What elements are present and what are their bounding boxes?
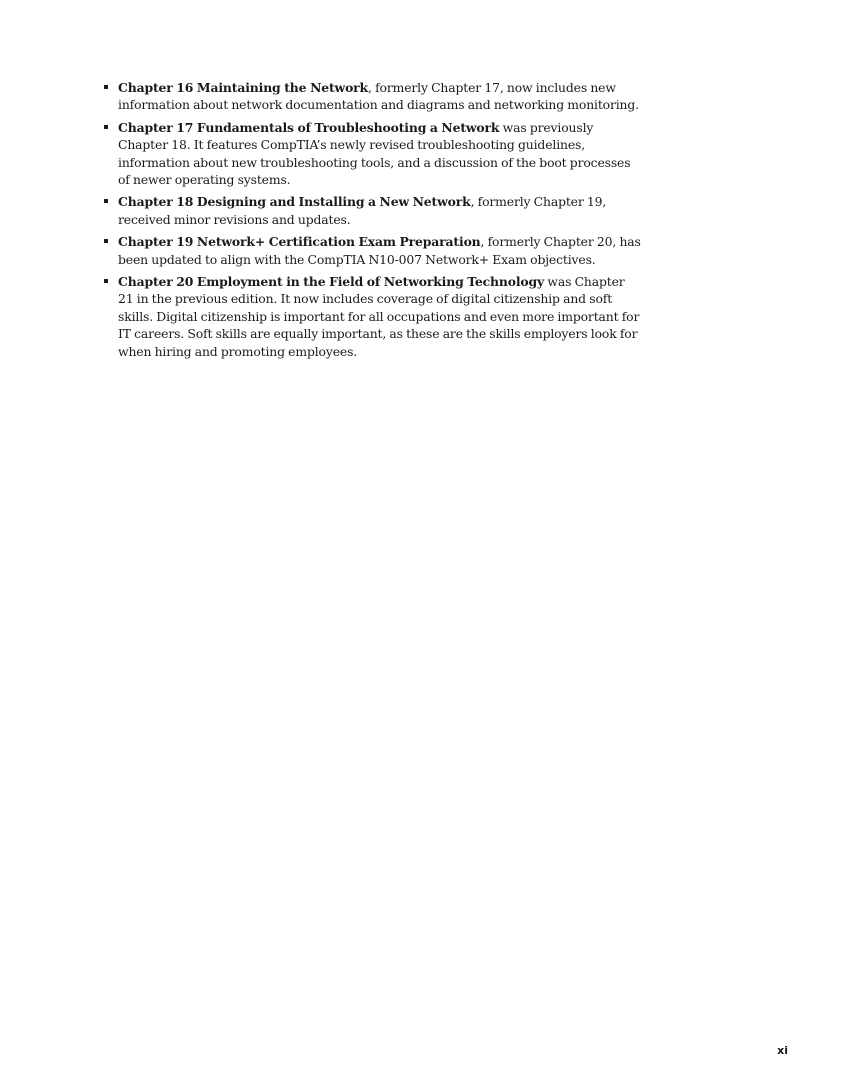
square-bullet-icon xyxy=(104,239,108,243)
square-bullet-icon xyxy=(104,125,108,129)
list-item xyxy=(101,119,641,189)
chapter-title: Chapter 16 Maintaining the Network xyxy=(118,80,368,95)
list-item xyxy=(101,193,641,228)
list-item xyxy=(101,273,641,360)
item-description: , formerly Chapter 19, received minor revisions and updates. xyxy=(118,194,607,227)
item-description: , formerly Chapter 17, now includes new information about network documentation and diagrams and networking monitoring. xyxy=(118,80,639,113)
item-description: , formerly Chapter 20, has been updated to align with the CompTIA N10-007 Network+ Exam objectives. xyxy=(118,234,641,267)
square-bullet-icon xyxy=(104,85,108,89)
square-bullet-icon xyxy=(104,199,108,203)
chapter-title: Chapter 18 Designing and Installing a New Network xyxy=(118,194,471,210)
chapter-title: Chapter 20 Employment in the Field of Networking Technology xyxy=(118,274,545,290)
list-item xyxy=(101,79,641,114)
item-description: was Chapter 21 in the previous edition. It now includes coverage of digital citizenship and soft skills. Digital citizenship is important for all occupations and even more important for IT careers. Soft skills are equally important, as these are the skills employers look for when hiring and promoting employees. xyxy=(118,274,640,359)
item-description: was previously Chapter 18. It features CompTIA’s newly revised troubleshooting guidelines, information about new troubleshooting tools, and a discussion of the boot processes of newer operating systems. xyxy=(118,119,631,188)
chapter-change-list xyxy=(101,79,641,365)
square-bullet-icon xyxy=(104,279,108,283)
chapter-title: Chapter 19 Network+ Certification Exam Preparation xyxy=(118,234,481,250)
page-number: xi xyxy=(777,1044,788,1057)
chapter-title: Chapter 17 Fundamentals of Troubleshooting a Network xyxy=(118,119,500,135)
list-item xyxy=(101,233,641,268)
